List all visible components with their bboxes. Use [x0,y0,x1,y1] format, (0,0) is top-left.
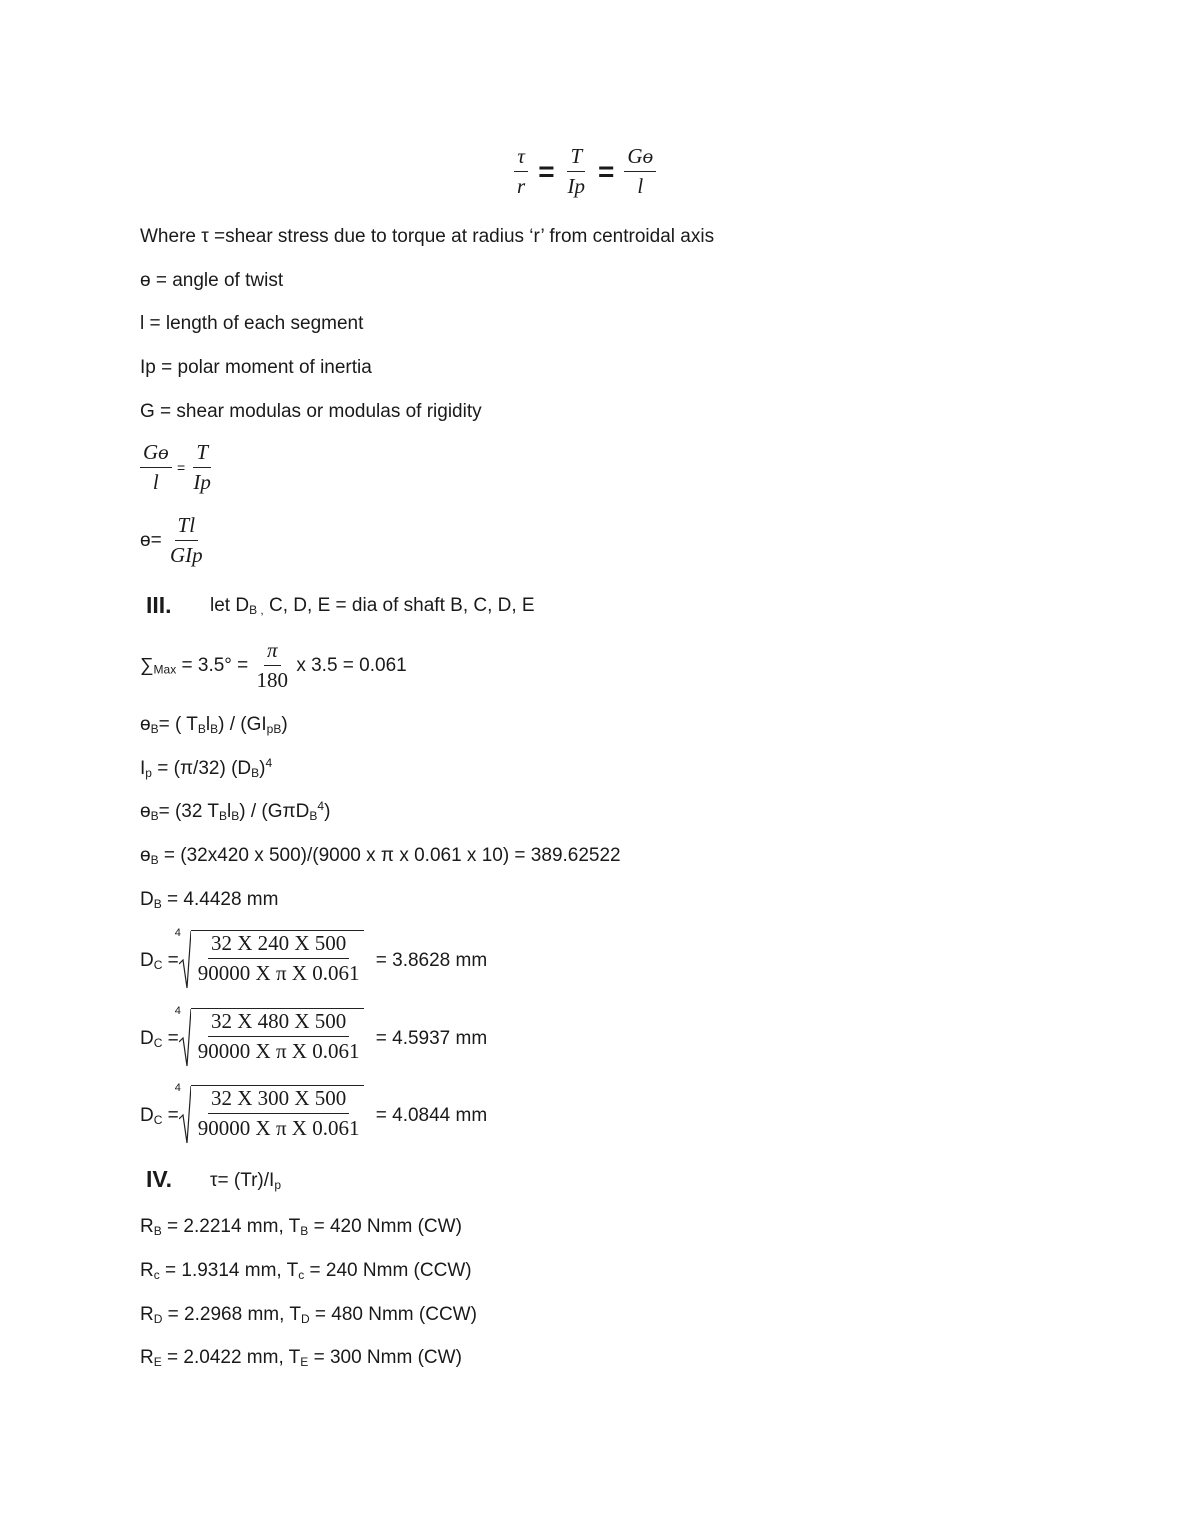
top-formula [514,146,656,197]
polar-moment-formula: $I_p = (\pi/32)$ $(D_B)^4$ [140,756,273,780]
theta-b-formula-1: ɵ$_B$= ( $T_Bl_B) / (GI_{pB})$ [140,714,288,736]
fraction-gtheta-over-l: $\frac{\text{Gɵ}}{l}$ [624,146,656,197]
fourth-root: 4 $\frac{32 X 480 X 500}{\text{90000 X π X 0.061}}$ [179,1008,365,1068]
radical-sign-icon [179,1085,191,1145]
definition-g: G = shear modulas or modulas of rigidity [140,401,482,422]
fraction-t-over-ip: $\frac{T}{Ip}$ [567,144,586,198]
result-line-d: $R_D = 2.2968$ mm, $T_D = 480$ Nmm (CCW) [140,1304,477,1326]
section-iv-text: $\tau= (Tr)/I_p$ [210,1170,282,1192]
definition-tau: Where τ =shear stress due to torque at radius ‘r’ from centroidal axis [140,226,715,247]
result-line-e: $R_E = 2.0422$ mm, $T_E = 300$ Nmm (CW) [140,1347,462,1369]
result-line-b: $R_B = 2.2214$ mm, $T_B = 420$ Nmm (CW) [140,1216,462,1238]
dc-root-formula-2: $D_C$ = 4 $\frac{32 X 480 X 500}{\text{90000 X π X 0.061}}$ = 4.5937 mm [140,1008,487,1068]
section-iii-text: let $D_{B ,}$ C, D, E = dia of shaft B, C, D, E [210,595,535,617]
formula-theta-equals: ɵ= $\frac{Tl}{\text{GIp}}$ [140,513,203,567]
dc-root-formula-3: $D_C$ = 4 $\frac{32 X 300 X 500}{\text{90000 X π X 0.061}}$ = 4.0844 mm [140,1085,487,1145]
fraction-tau-over-r: $\frac{\tau}{r}$ [514,146,528,197]
db-result: $D_B = 4.4428$ mm [140,889,279,911]
section-numeral-iii: III. [146,592,172,618]
theta-b-calculation: ɵ$_B$ = (32x420 x 500)/(9000 x π x 0.061 x 10) = 389.62522 [140,845,621,867]
definition-length: l = length of each segment [140,313,364,334]
dc-root-formula-1: $D_C$ = 4 $\frac{32 X 240 X 500}{\text{90000 X π X 0.061}}$ = 3.8628 mm [140,930,487,990]
formula-gtheta-l-equals-t-ip: $\frac{\text{Gɵ}}{l}$ = $\frac{T}{Ip}$ [140,442,214,493]
fourth-root: 4 $\frac{32 X 240 X 500}{\text{90000 X π X 0.061}}$ [179,930,365,990]
equals-sign: = [598,155,615,187]
fourth-root: 4 $\frac{32 X 300 X 500}{\text{90000 X π X 0.061}}$ [179,1085,365,1145]
theta-b-formula-2: ɵ$_B$= (32 $T_Bl_B) / (G\pi D_B^4)$ [140,799,331,823]
radical-sign-icon [179,1008,191,1068]
definition-theta: ɵ = angle of twist [140,270,284,291]
result-line-c: $R_c = 1.9314$ mm, $T_c = 240$ Nmm (CCW) [140,1260,472,1282]
definition-ip: Ip = polar moment of inertia [140,357,372,378]
radical-sign-icon [179,930,191,990]
equals-sign: = [538,155,555,187]
max-twist-line: $\sum_{Max} = 3.5^\circ$ = $\frac{\pi}{180}$ x 3.5 = 0.061 [140,638,407,692]
section-numeral-iv: IV. [146,1166,173,1192]
